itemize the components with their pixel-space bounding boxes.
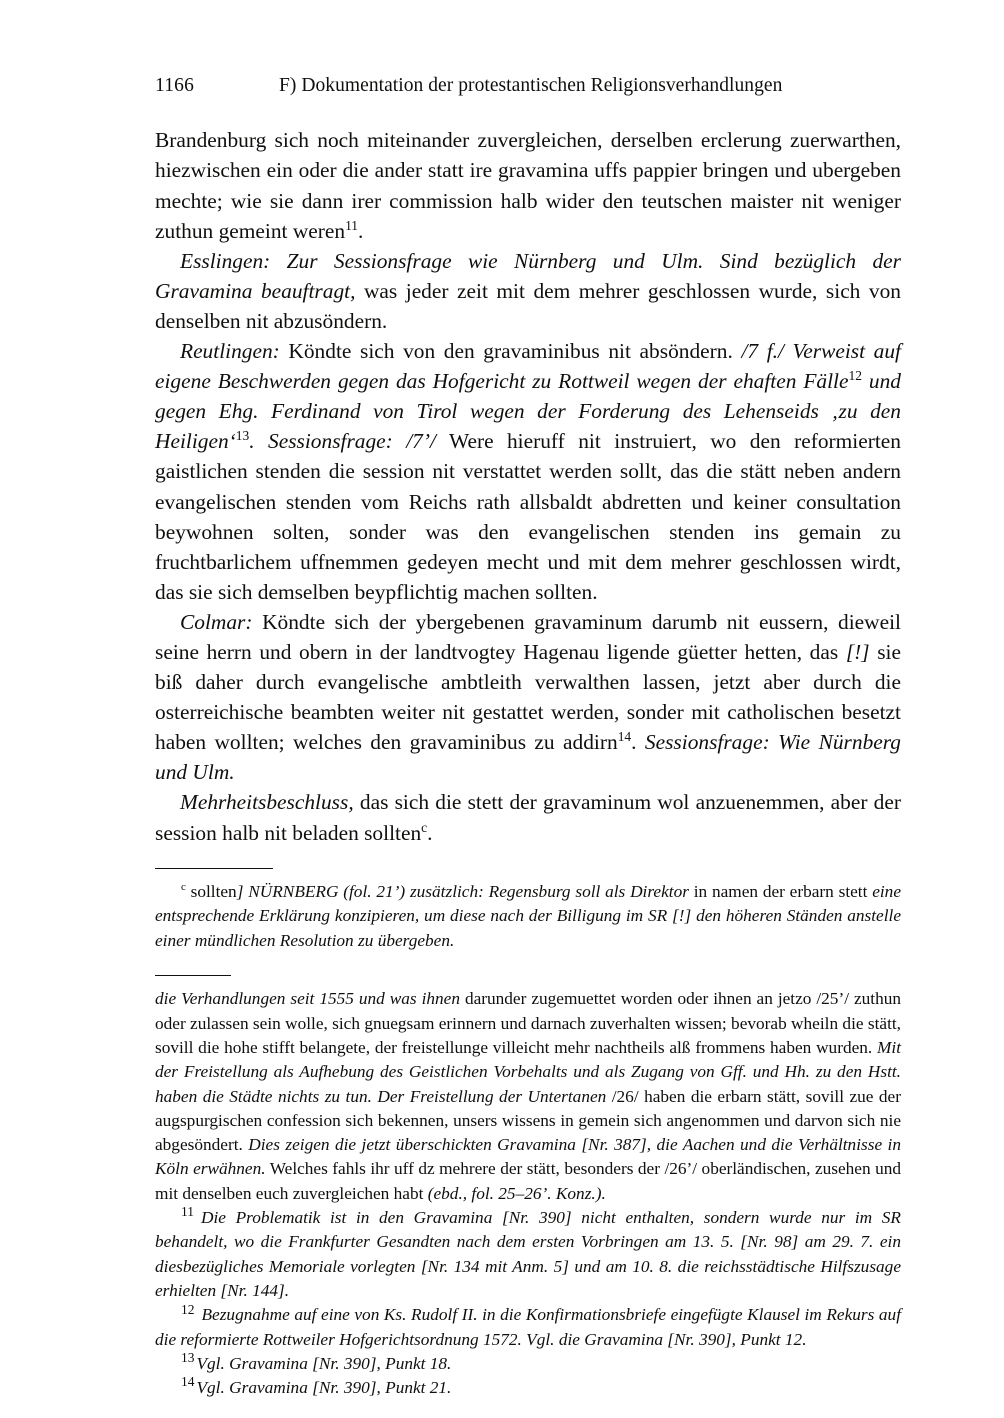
reutlingen-roman-2: Were hieruff nit instruiert, wo den reformierten gaistlichen stenden die session nit verstattet werden sollt, das die stätt neben andern evangelischen stenden vom Reichs rath allsbaldt abdretten und keiner consultation beywohnen solten, sonder was den evangelischen stenden ins gemain zu fruchtbarlichem uffnemmen gedeyen mecht und mit dem mehrer geschlossen wirdt, das sie sich demselben beypflichtig machen sollten. (155, 429, 901, 604)
apparatus-ref-c[interactable]: c (421, 819, 428, 835)
paragraph-text: Brandenburg sich noch miteinander zuvergleichen, derselben erclerung zuerwarthen, hiezwischen ein oder die ander statt ire gravamina uffs pappier bringen und ubergeben mechte; wie sie dann irer commission halb wider den teutschen maister nit weniger zuthun gemeint weren (155, 128, 901, 243)
mehrheitsbeschluss-roman: das sich die stett der gravaminum wol anzuenemmen, aber der session halb nit beladen sollten (155, 790, 901, 845)
mehrheitsbeschluss-tail: . (427, 820, 433, 845)
footnote-number-13: 13 (181, 1350, 195, 1366)
footnote-text-14: Vgl. Gravamina [Nr. 390], Punkt 21. (196, 1378, 452, 1398)
mehrheitsbeschluss-label: Mehrheitsbeschluss, (180, 790, 354, 815)
reutlingen-italic-2: /7 f./ Verweist auf eigene Beschwerden gegen das Hofgericht zu Rottweil wegen der ehaften Fälle (155, 339, 901, 394)
footnote-area (155, 987, 901, 1400)
footnote-ref-13[interactable]: 13 (235, 428, 250, 444)
footnote-text-11: Die Problematik ist in den Gravamina [Nr. 390] nicht enthalten, sondern wurde nur im SR behandelt, wo die Frankfurter Gesandten nach dem ersten Vorbringen am 13. 5. [Nr. 98] am 29. 7. ein diesbezügliches Memoriale vorlegten [Nr. 134 mit Anm. 5] und am 10. 8. die reichsstädtische Hilfszusage erhielten [Nr. 144]. (155, 1208, 901, 1300)
running-head (155, 74, 901, 98)
continuation-roman-2: /26/ haben die erbarn stätt, sovill zue der augspurgischen confession sich bekennen, unsers wissens in gemein sich angenommen und darvon sich nie abgesöndert. (155, 1086, 901, 1155)
footnote-item (155, 1376, 901, 1400)
footnote-ref-11[interactable]: 11 (345, 217, 359, 233)
footnote-item (155, 1352, 901, 1376)
footnote-text-12: Bezugnahme auf eine von Ks. Rudolf II. in die Konfirmationsbriefe eingefügte Klausel im Rekurs auf die reformierte Rottweiler Hofgerichtsordnung 1572. Vgl. die Gravamina [Nr. 390], Punkt 12. (155, 1305, 901, 1349)
colmar-roman-2: sie biß daher durch evangelische ambtleith verwalthen lassen, jetzt aber durch die osterreichische beambten weiter nit gestattet werden, sonder mit catholischen besetzt haben wollten; welches den gravaminibus zu addirn (155, 639, 901, 755)
continuation-italic-2: Mit der Freistellung als Aufhebung des Geistlichen Vorbehalts und als Zugang von Gff. und Hh. zu den Hstt. haben die Städte nichts zu tun. Der Freistellung der Untertanen (155, 1038, 901, 1106)
apparatus-entry-c (155, 880, 901, 954)
paragraph-esslingen (155, 246, 901, 336)
reutlingen-label: Reutlingen: (180, 339, 280, 364)
apparatus-lemma: sollten (185, 881, 237, 901)
colmar-roman-3: . (631, 730, 645, 755)
colmar-roman-1: Köndte sich der ybergebenen gravaminum darumb nit eussern, dieweil seine herrn und obern in der landtvogtey Hagenau ligende güetter hetten, das (155, 609, 901, 664)
footnote-ref-14[interactable]: 14 (617, 729, 632, 745)
paragraph-colmar (155, 607, 901, 788)
footnote-continuation (155, 987, 901, 1206)
main-text (155, 125, 901, 847)
apparatus-separator-rule (155, 868, 273, 869)
page-number: 1166 (155, 75, 195, 96)
esslingen-roman: was jeder zeit mit dem mehrer geschlossen wurde, sich von denselben nit abzusöndern. (155, 278, 901, 333)
running-title: F) Dokumentation der protestantischen Religionsverhandlungen (279, 75, 783, 96)
paragraph-mehrheitsbeschluss (155, 787, 901, 847)
paragraph-tail: . (358, 218, 364, 243)
footnote-number-12: 12 (181, 1301, 195, 1317)
footnote-ref-12[interactable]: 12 (848, 368, 862, 383)
paragraph-reutlingen (155, 336, 901, 607)
editorial-sic-mark: [!] (845, 639, 870, 664)
textual-apparatus (155, 880, 901, 954)
paragraph-brandenburg (155, 125, 901, 245)
reutlingen-italic-3: und gegen Ehg. Ferdinand von Tirol wegen der Forderung des Lehenseids ‚zu den Heiligen‘ (155, 369, 901, 454)
footnote-number-14: 14 (181, 1374, 195, 1390)
footnote-text-13: Vgl. Gravamina [Nr. 390], Punkt 18. (196, 1353, 452, 1373)
page-content (155, 74, 901, 1400)
continuation-roman-3: Welches fahls ihr uff dz mehrere der stätt, besonders der /26’/ oberländischen, zusehen und mit denselben euch zuvergleichen habt (155, 1159, 901, 1203)
apparatus-lemma-bracket: ] (236, 881, 244, 901)
apparatus-roman-1: in namen der erbarn stett (688, 881, 873, 901)
apparatus-italic-1: NÜRNBERG (fol. 21’) zusätzlich: Regensburg soll als Direktor (243, 881, 689, 901)
reutlingen-italic-4: . Sessionsfrage: /7’/ (249, 429, 436, 454)
reutlingen-roman-1: Köndte sich von den gravaminibus nit absöndern. (279, 339, 742, 364)
apparatus-marker-c: c (181, 880, 186, 893)
esslingen-italic-lead: Esslingen: Zur Sessionsfrage wie Nürnberg und Ulm. Sind bezüglich der Gravamina beauftragt, (155, 248, 901, 303)
footnote-item (155, 1206, 901, 1303)
continuation-italic-1: die Verhandlungen seit 1555 und was ihnen (155, 989, 460, 1009)
footnote-separator-rule (155, 975, 231, 976)
colmar-sessionsfrage: Sessionsfrage: Wie Nürnberg und Ulm. (155, 730, 901, 785)
footnote-item (155, 1303, 901, 1352)
continuation-roman-1: darunder zugemuettet worden oder ihnen an jetzo /25’/ zuthun oder zulassen sein wolle, sich gnuegsam erinnern und darnach zuverhalten wissen; bevorab wheiln die stätt, sovill die hohe stifft belangete, der freistellunge villeicht mehr nachtheils alß frommens haben wurden. (155, 989, 901, 1057)
continuation-italic-3: Dies zeigen die jetzt überschickten Gravamina [Nr. 387], die Aachen und die Verhältnisse in Köln erwähnen. (155, 1135, 902, 1179)
footnote-number-11: 11 (181, 1204, 194, 1220)
apparatus-italic-2: eine entsprechende Erklärung konzipieren, um diese nach der Billigung im SR [!] den höheren Ständen anstelle einer mündlichen Resolution zu übergeben. (155, 881, 901, 950)
colmar-label: Colmar: (180, 609, 253, 634)
continuation-italic-4: (ebd., fol. 25–26’. Konz.). (427, 1183, 606, 1203)
